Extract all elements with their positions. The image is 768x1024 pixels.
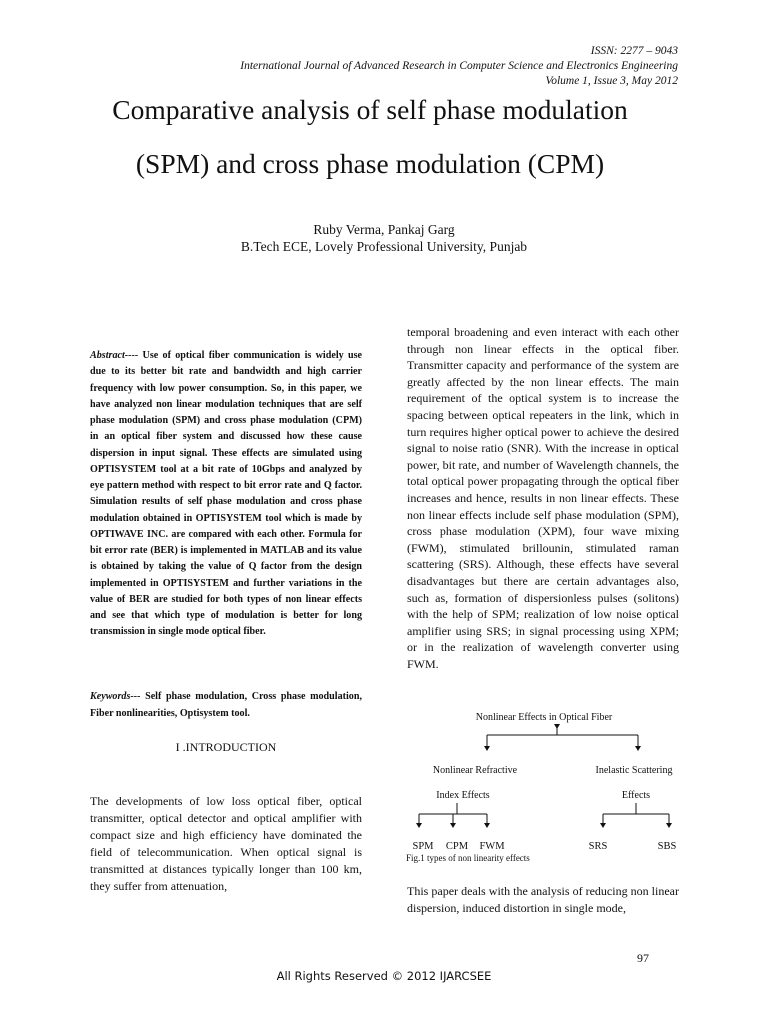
- left-branch-label-1: Nonlinear Refractive: [432, 765, 518, 776]
- section-heading-introduction: I .INTRODUCTION: [175, 740, 277, 754]
- cpm-arrow: [450, 823, 456, 828]
- right-column-paragraph-2: [407, 883, 679, 916]
- keywords-text: Self phase modulation, Cross phase modulation, Fiber nonlinearities, Optisystem tool.: [90, 691, 362, 719]
- right-branch-label-2: Effects: [621, 790, 651, 801]
- intro-paragraph: [90, 793, 362, 895]
- page-number: 97: [637, 951, 649, 965]
- author-affiliation: B.Tech ECE, Lovely Professional University, Punjab: [240, 239, 528, 254]
- keywords: [90, 689, 362, 722]
- spm-arrow: [416, 823, 422, 828]
- srs-arrow: [600, 823, 606, 828]
- volume-line: Volume 1, Issue 3, May 2012: [545, 75, 678, 87]
- leaf-fwm: FWM: [479, 841, 505, 852]
- author-list: Ruby Verma, Pankaj Garg: [313, 222, 455, 237]
- diagram-title: Nonlinear Effects in Optical Fiber: [475, 712, 613, 723]
- journal-name: International Journal of Advanced Research in Computer Science and Electronics Engineering: [240, 60, 678, 72]
- copyright-footer: All Rights Reserved © 2012 IJARCSEE: [276, 969, 492, 983]
- leaf-spm: SPM: [412, 841, 434, 852]
- issn-line: ISSN: 2277 – 9043: [590, 45, 678, 57]
- nonlinear-effects-diagram: [405, 708, 685, 868]
- leaf-srs: SRS: [588, 841, 608, 852]
- abstract-label: Abstract----: [90, 350, 139, 361]
- abstract-text: Use of optical fiber communication is widely use due to its better bit rate and bandwidth and high carrier frequency with low power consumption. So, in this paper, we have analyzed non linear modulation techniques that are self phase modulation (SPM) and cross phase modulation (CPM) in an optical fiber system and discussed how these cause dispersion in input signal. These effects are simulated using OPTISYSTEM tool at a bit rate of 10Gbps and analyzed by eye pattern method with respect to bit error rate and Q factor. Simulation results of self phase modulation and cross phase modulation obtained in OPTISYSTEM tool which is made by OPTIWAVE INC. are compared with each other. Formula for bit error rate (BER) is implemented in MATLAB and its value is obtained by taking the value of Q factor from the design implemented in OPTISYSTEM and further variations in the value of BER are studied for both types of non linear effects and see that which type of modulation is better for long transmission in single mode optical fiber.: [90, 350, 362, 638]
- paper-title-line-1: Comparative analysis of self phase modulation: [112, 94, 628, 125]
- intro-text: The developments of low loss optical fiber, optical transmitter, optical detector and optical amplifier with compact size and high efficiency have dominated the field of telecommunication. When optical signal is transmitted at distances typically longer than 100 km, they suffer from attenuation,: [90, 794, 362, 893]
- left-branch-label-2: Index Effects: [436, 790, 490, 801]
- abstract: [90, 348, 362, 641]
- right-branch-label-1: Inelastic Scattering: [595, 765, 673, 776]
- right-paragraph-1-text: temporal broadening and even interact with each other through non linear effects in the optical fiber. Transmitter capacity and performance of the system are greatly affected by the non linear effects. The main requirement of the optical system is to increase the spacing between optical repeaters in the link, which in turn requires higher optical power to achieve the desired signal to noise ratio (SNR). With the increase in optical power, bit rate, and number of Wavelength channels, the total optical power propagating through the optical fiber increases and hence, results in non linear effects. These non linear effects include self phase modulation (SPM), cross phase modulation (XPM), four wave mixing (FWM), stimulated brillounin, stimulated raman scattering (SRS). Although, these effects have several disadvantages but there are certain advantages also, such as, formation of dispersionless pulses (solitons) with the help of SPM; realization of low noise optical amplifier using SRS; in signal processing using XPM; or in the realization of wavelength converter using FWM.: [407, 325, 679, 671]
- paper-title-line-2: (SPM) and cross phase modulation (CPM): [135, 148, 605, 179]
- leaf-sbs: SBS: [657, 841, 677, 852]
- fwm-arrow: [484, 823, 490, 828]
- right-column-paragraph-1: [407, 324, 679, 672]
- keywords-label: Keywords---: [90, 691, 141, 702]
- root-arrow: [554, 724, 560, 729]
- right-paragraph-2-text: This paper deals with the analysis of reducing non linear dispersion, induced distortion in single mode,: [407, 884, 679, 915]
- figure-caption: Fig.1 types of non linearity effects: [406, 853, 530, 863]
- right-branch-arrow: [635, 746, 641, 751]
- sbs-arrow: [666, 823, 672, 828]
- leaf-cpm: CPM: [445, 841, 469, 852]
- left-branch-arrow: [484, 746, 490, 751]
